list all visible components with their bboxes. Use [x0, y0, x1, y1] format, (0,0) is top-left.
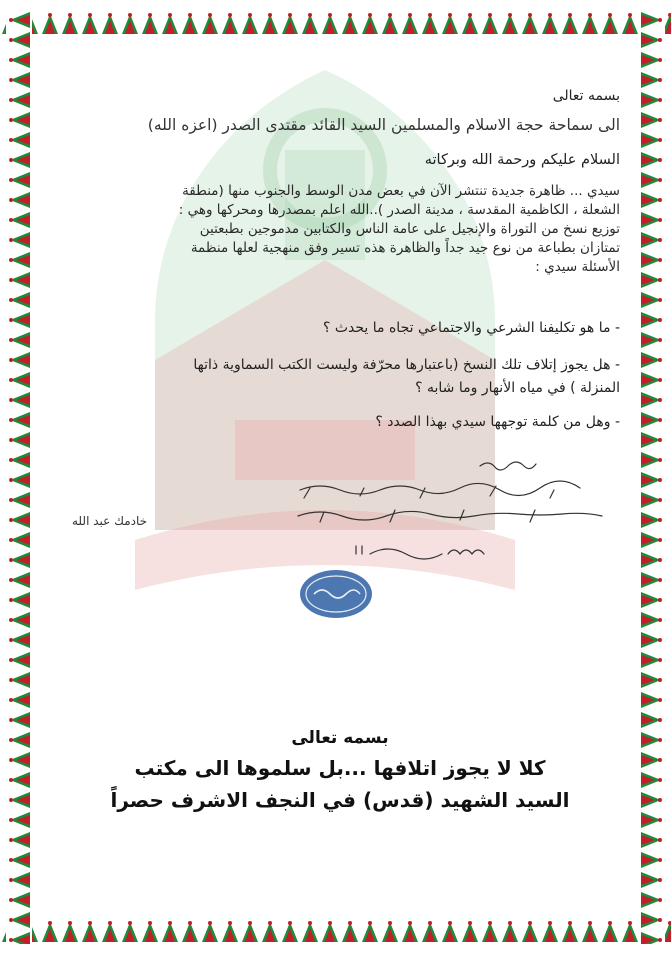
- sender-signature: خادمك عبد الله: [72, 514, 148, 528]
- decorative-border-left: [6, 10, 32, 944]
- reply-line-2: السيد الشهيد (قدس) في النجف الاشرف حصراً: [110, 788, 570, 812]
- border-pattern-right: [639, 10, 665, 944]
- border-pattern-bottom: [0, 918, 671, 944]
- border-pattern-top: [0, 10, 671, 36]
- office-seal: [298, 568, 374, 620]
- decorative-border-bottom: [0, 918, 671, 944]
- question-2-line: - هل يجوز إتلاف تلك النسخ (باعتبارها محرّفة وليست الكتب السماوية ذاتها: [193, 357, 620, 373]
- decorative-border-top: [0, 10, 671, 36]
- body-line: تمتازان بطباعة من نوع جيد جداً والظاهرة هذه تسير وفق منهجية لعلها منظمة: [190, 240, 620, 256]
- question-2: [60, 354, 620, 400]
- reply-line-1: كلا لا يجوز اتلافها ...بل سلموها الى مكتب: [134, 756, 546, 780]
- question-2-line: المنزلة ) في مياه الأنهار وما شابه ؟: [415, 380, 620, 396]
- letter-body: [60, 182, 620, 277]
- letter-basmala: بسمه تعالى: [552, 88, 620, 104]
- body-line: توزيع نسخ من التوراة والإنجيل على عامة الناس والكتابين مدموجين بطبعتين: [199, 221, 620, 237]
- question-1: - ما هو تكليفنا الشرعي والاجتماعي تجاه ما يحدث ؟: [322, 320, 620, 336]
- reply-basmala: بسمه تعالى: [291, 728, 389, 748]
- question-3: - وهل من كلمة توجهها سيدي بهذا الصدد ؟: [375, 414, 620, 430]
- handwritten-answer: [290, 456, 610, 532]
- handwritten-date: [350, 540, 490, 564]
- body-line: سيدي ... ظاهرة جديدة تنتشر الآن في بعض مدن الوسط والجنوب منها (منطقة: [182, 183, 620, 199]
- border-pattern-left: [6, 10, 32, 944]
- letter-address: الى سماحة حجة الاسلام والمسلمين السيد القائد مقتدى الصدر (اعزه الله): [147, 116, 620, 134]
- body-line: الأسئلة سيدي :: [535, 259, 620, 275]
- decorative-border-right: [639, 10, 665, 944]
- letter-greeting: السلام عليكم ورحمة الله وبركاته: [424, 152, 620, 168]
- body-line: الشعلة ، الكاظمية المقدسة ، مدينة الصدر )..الله اعلم بمصدرها ومحركها وهي :: [178, 202, 620, 218]
- watermark-emblem: [95, 60, 555, 620]
